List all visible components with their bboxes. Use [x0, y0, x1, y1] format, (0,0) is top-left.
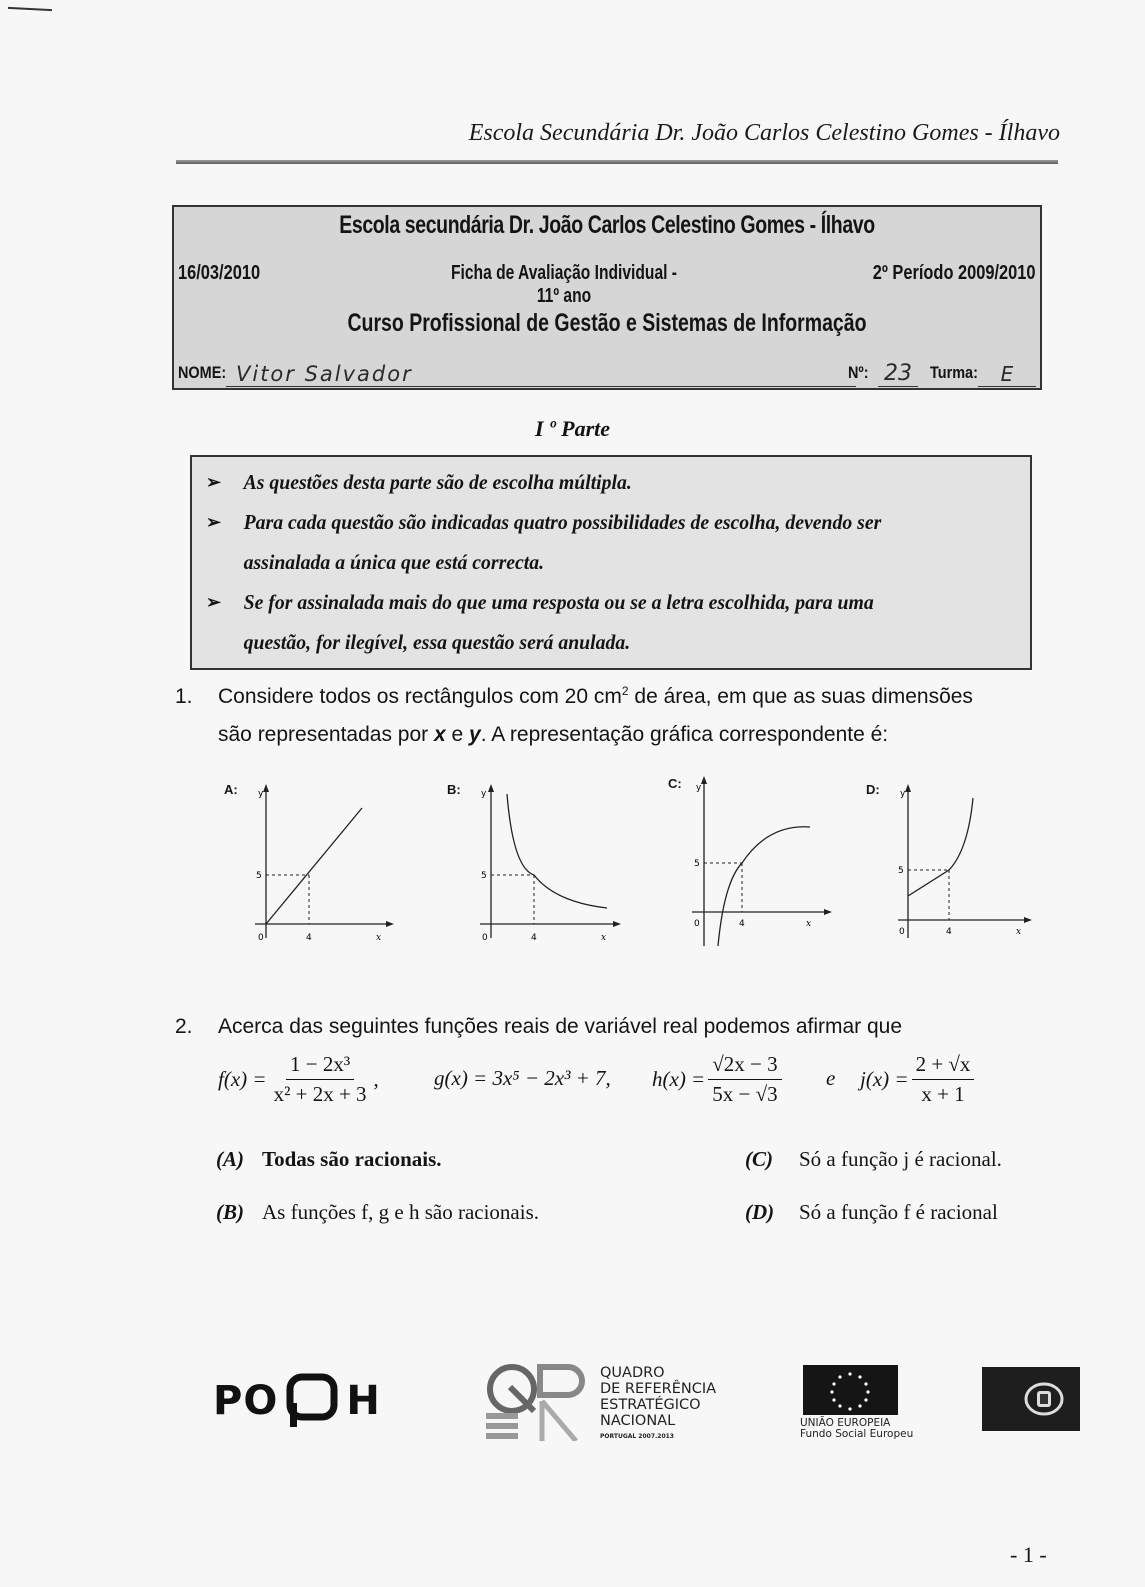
svg-text:x: x	[601, 933, 607, 943]
formula-f: f(x) = $\frac{\text{1 − 2x³}}{\text{x² + 2x + 3}}$ ,	[218, 1052, 379, 1106]
class-field[interactable]: E	[978, 362, 1036, 387]
graph-b-plot	[445, 778, 625, 948]
scan-mark	[8, 7, 52, 11]
instruction-item: ➢ Para cada questão são indicadas quatro possibilidades de escolha, devendo ser	[206, 501, 1020, 543]
formula-g: g(x) = 3x⁵ − 2x³ + 7,	[434, 1066, 611, 1090]
svg-text:0: 0	[694, 919, 700, 929]
graph-option-b[interactable]: B: y 5 0 4 x	[445, 778, 625, 948]
svg-text:5: 5	[481, 871, 487, 881]
part-title: I º Parte	[534, 416, 611, 441]
option-b[interactable]: (B) As funções f, g e h são racionais.	[216, 1200, 539, 1224]
graph-c-plot	[660, 772, 835, 950]
student-name-field[interactable]: Vitor Salvador	[226, 362, 856, 387]
svg-text:0: 0	[258, 933, 264, 943]
question-2-number: 2.	[175, 1015, 193, 1038]
question-2-text: Acerca das seguintes funções reais de variável real podemos afirmar que	[218, 1015, 903, 1038]
svg-text:0: 0	[482, 933, 488, 943]
option-c[interactable]: (C) Só a função j é racional.	[745, 1147, 1002, 1171]
poph-logo: PO H	[213, 1373, 381, 1429]
number-label: Nº:	[848, 363, 869, 382]
running-header: Escola Secundária Dr. João Carlos Celestino Gomes - Ílhavo	[468, 120, 1060, 146]
arrow-bullet-icon: ➢	[206, 512, 222, 532]
instruction-item-continued: assinalada a única que está correcta.	[243, 550, 545, 574]
instructions-box	[190, 455, 1032, 670]
student-info-row	[178, 357, 1036, 387]
qren-logo-icon	[482, 1361, 592, 1441]
svg-text:x: x	[1016, 927, 1022, 937]
exam-date: 16/03/2010	[178, 262, 261, 284]
graph-a-plot	[220, 778, 400, 948]
student-number-field[interactable]: 23	[878, 361, 918, 387]
class-label: Turma:	[930, 363, 978, 382]
svg-text:4: 4	[946, 927, 952, 937]
header-rule	[176, 160, 1058, 164]
formula-j: j(x) = $\frac{2 + √x}{x + 1}$	[860, 1052, 977, 1107]
formula-conjunction: e	[826, 1066, 836, 1090]
course-title: Curso Profissional de Gestão e Sistemas de Informação	[347, 309, 867, 337]
svg-text:y: y	[900, 789, 906, 799]
svg-text:y: y	[696, 783, 702, 793]
eu-flag-icon	[803, 1365, 898, 1415]
graph-option-d[interactable]: D: y 5 0 4 x	[860, 778, 1040, 948]
option-d[interactable]: (D) Só a função f é racional	[745, 1200, 998, 1224]
graph-option-a[interactable]: A: y 5 0 4 x	[220, 778, 400, 948]
formula-h: h(x) = $\frac{√2x - 3}{5x - √3}$	[652, 1052, 785, 1107]
school-period: 2º Período 2009/2010	[873, 262, 1036, 284]
name-label: NOME:	[178, 363, 227, 382]
graph-d-plot	[860, 778, 1040, 948]
question-1-text: Considere todos os rectângulos com 20 $cm^2$ de área, em que as suas dimensões são representadas por x e y. A representação gráfica correspondente é:	[218, 684, 973, 746]
svg-text:x: x	[376, 933, 382, 943]
sheet-title: Ficha de Avaliação Individual - 11º ano	[451, 262, 677, 307]
svg-text:0: 0	[899, 927, 905, 937]
svg-text:5: 5	[256, 871, 262, 881]
instruction-item-continued: questão, for ilegível, essa questão será anulada.	[243, 630, 631, 654]
svg-text:5: 5	[694, 859, 700, 869]
graph-option-c[interactable]: C: y 5 0 4 x	[660, 772, 835, 950]
poph-p-icon	[284, 1373, 340, 1429]
svg-text:4: 4	[306, 933, 312, 943]
footer-logos	[0, 1355, 1145, 1475]
portugal-emblem-icon	[982, 1367, 1080, 1431]
svg-text:5: 5	[898, 866, 904, 876]
question-1-number: 1.	[175, 685, 193, 708]
page-number: - 1 -	[1010, 1542, 1047, 1567]
svg-text:4: 4	[531, 933, 537, 943]
exam-header-box	[172, 205, 1042, 390]
instruction-item: ➢ Se for assinalada mais do que uma resposta ou se a letra escolhida, para uma	[206, 581, 1020, 623]
option-a[interactable]: (A) Todas são racionais.	[216, 1147, 442, 1171]
arrow-bullet-icon: ➢	[206, 472, 222, 492]
svg-text:y: y	[258, 789, 264, 799]
arrow-bullet-icon: ➢	[206, 592, 222, 612]
svg-text:x: x	[806, 919, 812, 929]
instruction-item: ➢ As questões desta parte são de escolha múltipla.	[206, 461, 1020, 503]
svg-text:y: y	[481, 789, 487, 799]
school-title: Escola secundária Dr. João Carlos Celestino Gomes - Ílhavo	[339, 211, 875, 239]
eu-text: UNIÃO EUROPEIA Fundo Social Europeu	[800, 1417, 914, 1440]
svg-text:4: 4	[739, 919, 745, 929]
qren-text: QUADRO DE REFERÊNCIA ESTRATÉGICO NACIONAL PORTUGAL 2007.2013	[600, 1365, 717, 1440]
